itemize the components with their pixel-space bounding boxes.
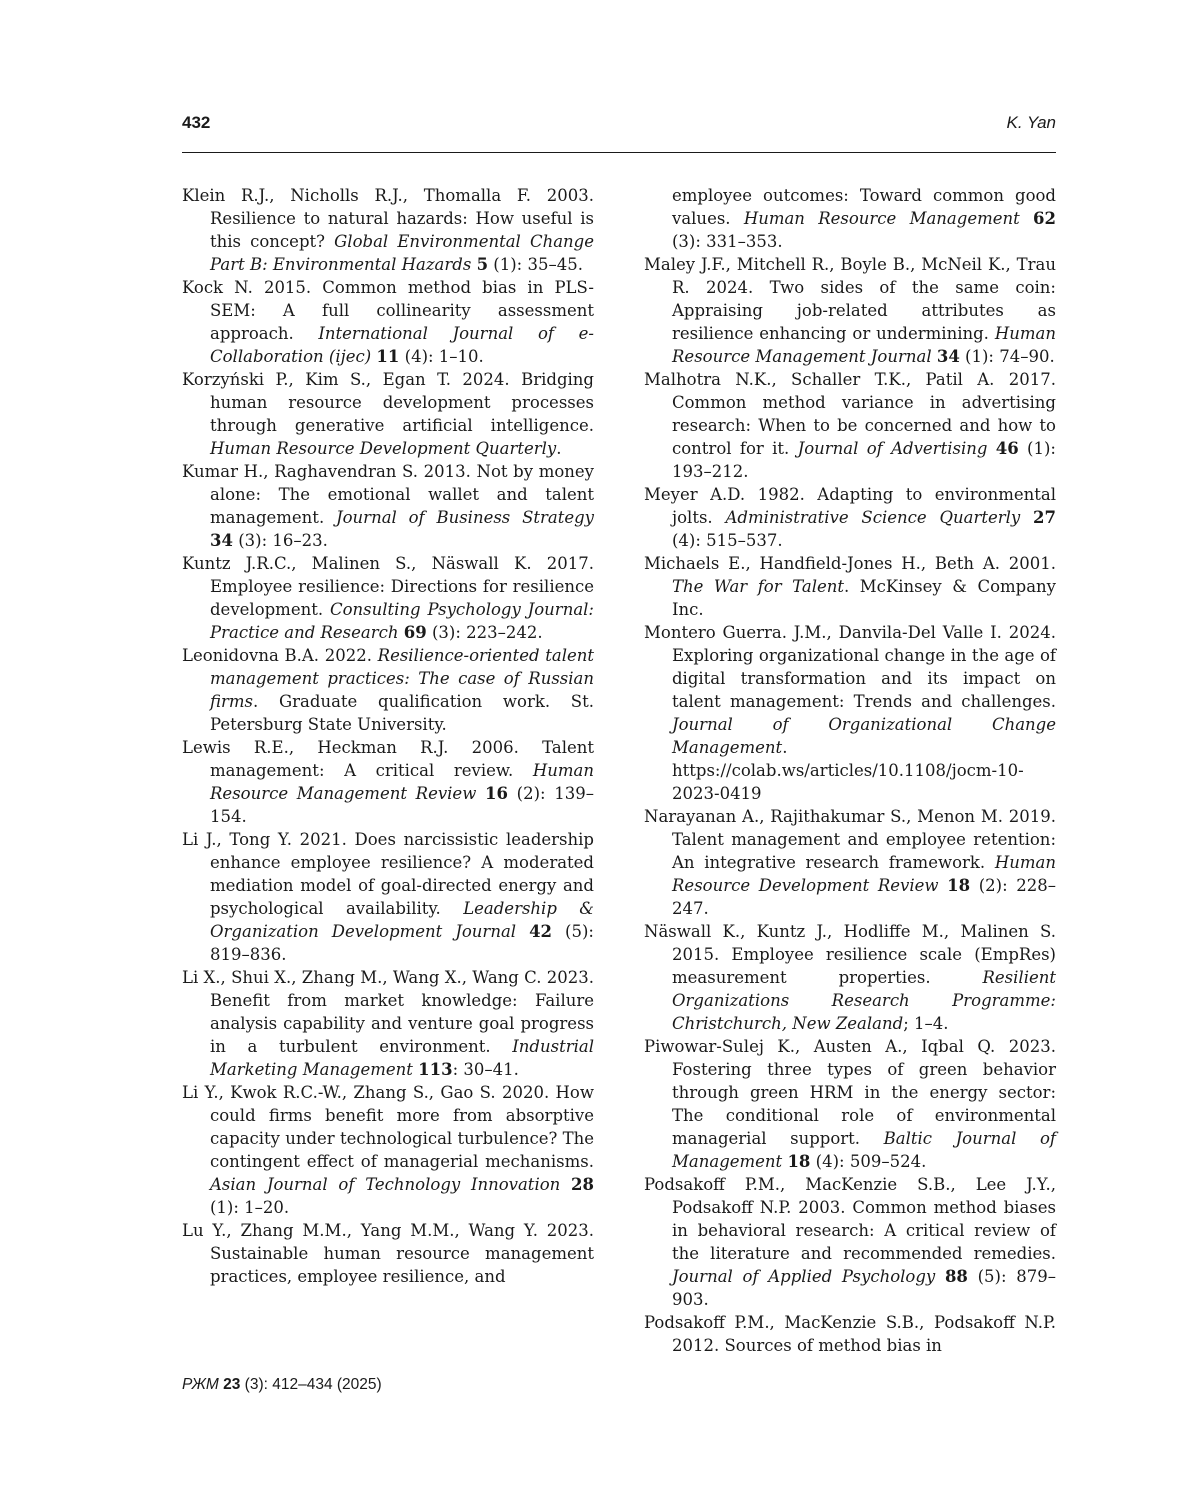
reference-entry: Kock N. 2015. Common method bias in PLS-SEM: A full collinearity assessment approach. International Journal of e-Collaboration (ijec) 11 (4): 1–10. — [182, 278, 594, 366]
reference-entry-continued: employee outcomes: Toward common good values. Human Resource Management 62 (3): 331–353. — [672, 186, 1056, 251]
reference-entry: Kumar H., Raghavendran S. 2013. Not by money alone: The emotional wallet and talent management. Journal of Business Strategy 34 (3): 16–23. — [182, 462, 595, 550]
reference-entry: Korzyński P., Kim S., Egan T. 2024. Bridging human resource development processes through generative artificial intelligence. Human Resource Development Quarterly. — [182, 370, 594, 458]
references-right-column — [644, 184, 1056, 1357]
reference-entry: Podsakoff P.M., MacKenzie S.B., Podsakoff N.P. 2012. Sources of method bias in — [644, 1313, 1056, 1355]
footer-volume: 23 — [223, 1376, 241, 1393]
reference-entry: Meyer A.D. 1982. Adapting to environmental jolts. Administrative Science Quarterly 27 (4): 515–537. — [644, 485, 1056, 550]
reference-entry: Lewis R.E., Heckman R.J. 2006. Talent management: A critical review. Human Resource Management Review 16 (2): 139–154. — [182, 738, 595, 826]
footer-journal: РЖМ — [182, 1376, 219, 1393]
reference-entry: Li J., Tong Y. 2021. Does narcissistic leadership enhance employee resilience? A moderated mediation model of goal-directed energy and psychological availability. Leadership & Organization Development Journal 42 (5): 819–836. — [182, 830, 594, 964]
reference-entry: Maley J.F., Mitchell R., Boyle B., McNeil K., Trau R. 2024. Two sides of the same coin: Appraising job-related attributes as resilience enhancing or undermining. Human Resource Management Journal 34 (1): 74–90. — [644, 255, 1056, 366]
reference-entry: Piwowar-Sulej K., Austen A., Iqbal Q. 2023. Fostering three types of green behavior through green HRM in the energy sector: The conditional role of environmental managerial support. Baltic Journal of Management 18 (4): 509–524. — [644, 1037, 1056, 1171]
reference-entry: Podsakoff P.M., MacKenzie S.B., Lee J.Y., Podsakoff N.P. 2003. Common method biases in behavioral research: A critical review of the literature and recommended remedies. Journal of Applied Psychology 88 (5): 879–903. — [644, 1175, 1057, 1309]
reference-entry: Michaels E., Handfield-Jones H., Beth A. 2001. The War for Talent. McKinsey & Company Inc. — [644, 554, 1056, 619]
reference-entry: Näswall K., Kuntz J., Hodliffe M., Malinen S. 2015. Employee resilience scale (EmpRes) measurement properties. Resilient Organizations Research Programme: Christchurch, New Zealand; 1–4. — [644, 922, 1056, 1033]
header-rule — [182, 152, 1056, 153]
references-left-column — [182, 184, 594, 1288]
reference-entry: Narayanan A., Rajithakumar S., Menon M. 2019. Talent management and employee retention: An integrative research framework. Human Resource Development Review 18 (2): 228–247. — [644, 807, 1056, 918]
reference-entry: Li Y., Kwok R.C.-W., Zhang S., Gao S. 2020. How could firms benefit more from absorptive capacity under technological turbulence? The contingent effect of managerial mechanisms. Asian Journal of Technology Innovation 28 (1): 1–20. — [182, 1083, 594, 1217]
page-number: 432 — [182, 113, 211, 132]
reference-entry: Malhotra N.K., Schaller T.K., Patil A. 2017. Common method variance in advertising research: When to be concerned and how to control for it. Journal of Advertising 46 (1): 193–212. — [644, 370, 1056, 481]
reference-entry: Leonidovna B.A. 2022. Resilience-oriented talent management practices: The case of Russian firms. Graduate qualification work. St. Petersburg State University. — [182, 646, 595, 734]
reference-entry: Klein R.J., Nicholls R.J., Thomalla F. 2003. Resilience to natural hazards: How useful is this concept? Global Environmental Change Part B: Environmental Hazards 5 (1): 35–45. — [182, 186, 594, 274]
journal-footer — [182, 1376, 382, 1394]
footer-issue-pages: (3): 412–434 (2025) — [240, 1376, 382, 1393]
reference-entry: Kuntz J.R.C., Malinen S., Näswall K. 2017. Employee resilience: Directions for resilience development. Consulting Psychology Journal: Practice and Research 69 (3): 223–242. — [182, 554, 594, 642]
reference-entry: Li X., Shui X., Zhang M., Wang X., Wang C. 2023. Benefit from market knowledge: Failure analysis capability and venture goal progress in a turbulent environment. Industrial Marketing Management 113: 30–41. — [182, 968, 594, 1079]
running-author: K. Yan — [1006, 113, 1056, 132]
reference-entry: Montero Guerra. J.M., Danvila-Del Valle I. 2024. Exploring organizational change in the age of digital transformation and its impact on talent management: Trends and challenges. Journal of Organizational Change Management. https://colab.ws/articles/10.1108/jocm-10-2023-0419 — [644, 623, 1056, 803]
running-header — [182, 113, 1056, 139]
reference-entry: Lu Y., Zhang M.M., Yang M.M., Wang Y. 2023. Sustainable human resource management practices, employee resilience, and — [182, 1221, 594, 1286]
